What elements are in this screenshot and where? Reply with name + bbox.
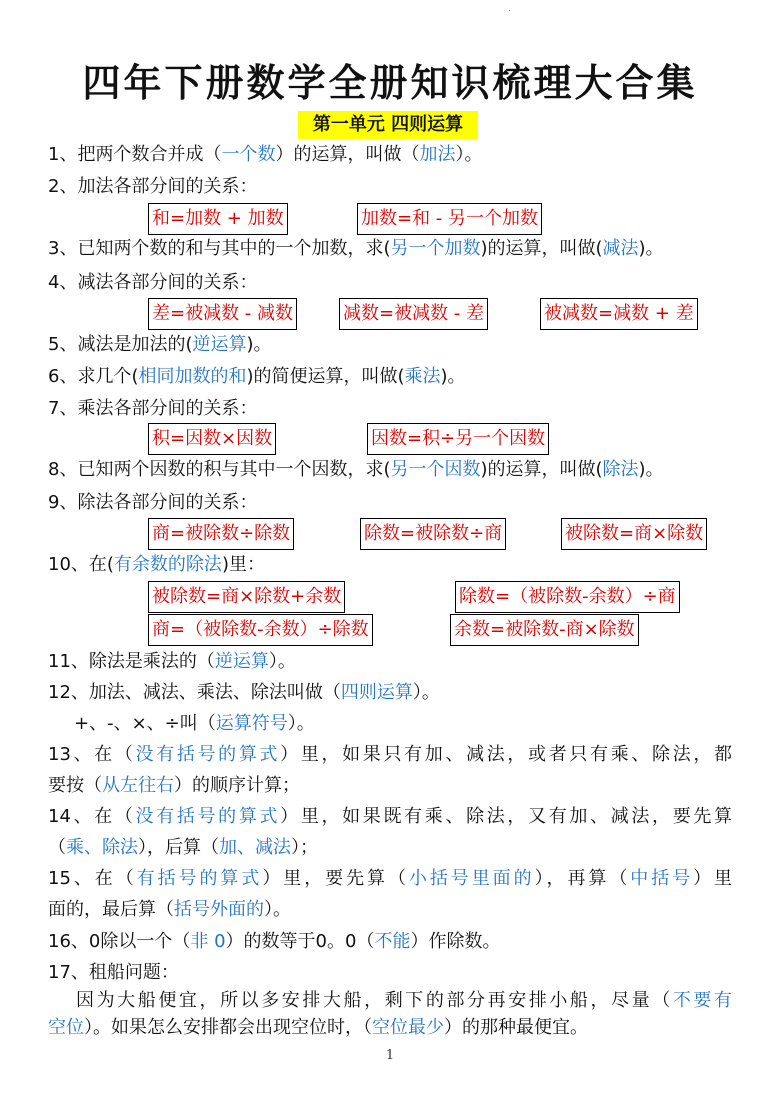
formula-box: 因数=积÷另一个因数 xyxy=(367,423,549,455)
formula-box: 余数=被除数-商×除数 xyxy=(450,614,639,646)
scan-dot: . xyxy=(508,4,511,13)
item-12-symbols: +、-、×、÷叫（运算符号）。 xyxy=(74,713,315,734)
formula-box: 商=被除数÷除数 xyxy=(148,518,294,550)
item-4: 4、减法各部分间的关系： xyxy=(48,272,258,293)
item-15-cont: 面的，最后算（括号外面的）。 xyxy=(48,899,291,920)
item-15: 15、在（有括号的算式）里，要先算（小括号里面的），再算（中括号）里 xyxy=(48,868,733,889)
item-9: 9、除法各部分间的关系： xyxy=(48,492,258,513)
item-16: 16、0除以一个（非 0）的数等于0。0（不能）作除数。 xyxy=(48,931,501,952)
item-10: 10、在(有余数的除法)里： xyxy=(48,554,265,575)
formula-box: 加数=和 - 另一个加数 xyxy=(357,203,542,235)
formula-box: 被除数=商×除数+余数 xyxy=(148,581,345,613)
formula-box: 商=（被除数-余数）÷除数 xyxy=(148,614,373,646)
item-17: 17、租船问题： xyxy=(48,962,179,983)
item-13-cont: 要按（从左往右）的顺序计算； xyxy=(48,775,300,796)
formula-box: 除数=（被除数-余数）÷商 xyxy=(455,581,680,613)
item-1: 1、把两个数合并成（一个数）的运算，叫做（加法）。 xyxy=(48,144,483,165)
item-11: 11、除法是乘法的（逆运算）。 xyxy=(48,651,296,672)
item-14-cont: （乘、除法），后算（加、减法）； xyxy=(48,837,318,858)
formula-box: 积=因数×因数 xyxy=(148,423,276,455)
item-7: 7、乘法各部分间的关系： xyxy=(48,398,258,419)
page-number: 1 xyxy=(385,1048,395,1063)
item-6: 6、求几个(相同加数的和)的简便运算，叫做(乘法)。 xyxy=(48,366,466,387)
formula-box: 被除数=商×除数 xyxy=(561,518,707,550)
item-17-cont: 空位）。如果怎么安排都会出现空位时，（空位最少）的那种最便宜。 xyxy=(48,1017,588,1038)
item-8: 8、已知两个因数的积与其中一个因数，求(另一个因数)的运算，叫做(除法)。 xyxy=(48,459,664,480)
page-title: 四年下册数学全册知识梳理大合集 xyxy=(82,61,698,105)
item-12: 12、加法、减法、乘法、除法叫做（四则运算）。 xyxy=(48,682,440,703)
item-5: 5、减法是加法的(逆运算)。 xyxy=(48,334,272,355)
item-2: 2、加法各部分间的关系： xyxy=(48,176,258,197)
formula-box: 减数=被减数 - 差 xyxy=(339,298,488,330)
formula-box: 差=被减数 - 减数 xyxy=(148,298,297,330)
item-13: 13、在（没有括号的算式）里，如果只有加、减法，或者只有乘、除法，都 xyxy=(48,744,733,765)
formula-box: 和=加数 + 加数 xyxy=(148,203,288,235)
item-17-body: 因为大船便宜，所以多安排大船，剩下的部分再安排小船，尽量（不要有 xyxy=(76,990,733,1011)
formula-box: 除数=被除数÷商 xyxy=(360,518,506,550)
item-3: 3、已知两个数的和与其中的一个加数，求(另一个加数)的运算，叫做(减法)。 xyxy=(48,238,664,259)
item-14: 14、在（没有括号的算式）里，如果既有乘、除法，又有加、减法，要先算 xyxy=(48,806,733,827)
unit-heading: 第一单元 四则运算 xyxy=(298,111,478,139)
formula-box: 被减数=减数 + 差 xyxy=(540,298,698,330)
